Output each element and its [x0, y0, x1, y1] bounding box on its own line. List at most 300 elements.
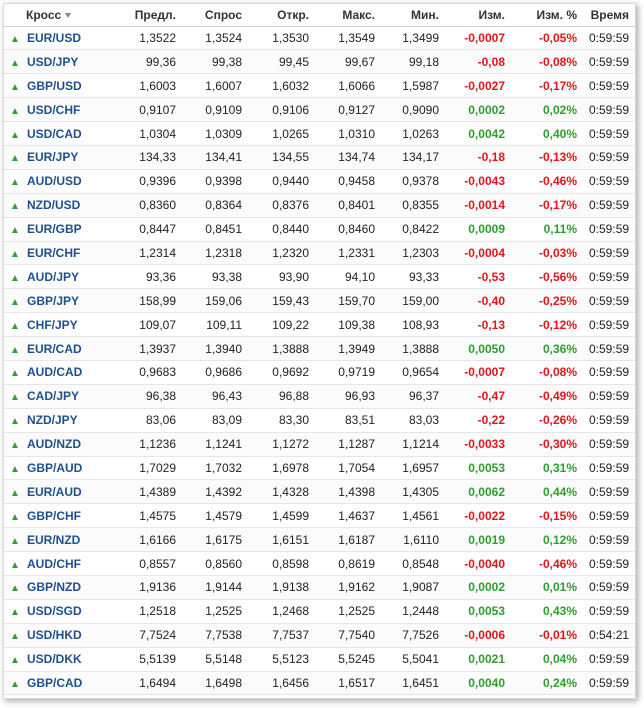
pair-link[interactable]: USD/DKK: [27, 652, 82, 667]
high-cell: 0,8619: [338, 556, 375, 571]
ask-cell: 7,7538: [205, 628, 242, 643]
table-row[interactable]: [4, 504, 635, 528]
high-cell: 1,4398: [338, 484, 375, 499]
change-pct-cell: 0,11%: [543, 222, 577, 237]
table-row[interactable]: [4, 671, 635, 695]
open-cell: 0,8440: [272, 222, 309, 237]
up-arrow-icon: ▲: [10, 535, 20, 547]
cross-rates-table: [4, 4, 635, 695]
change-pct-cell: 0,01%: [542, 580, 577, 595]
table-body: [4, 26, 635, 695]
pair-cell: [4, 528, 102, 552]
change-cell: -0,18: [477, 150, 505, 165]
bid-cell: 1,4575: [139, 508, 176, 523]
pair-link[interactable]: GBP/JPY: [27, 293, 80, 308]
header-high[interactable]: Макс.: [342, 7, 375, 22]
time-cell: 0:59:59: [589, 413, 630, 428]
table-row[interactable]: [4, 74, 635, 98]
change-pct-cell: -0,25%: [538, 293, 577, 308]
pair-link[interactable]: AUD/JPY: [27, 269, 80, 284]
change-pct-cell: -0,30%: [538, 437, 577, 452]
time-cell: 0:59:59: [589, 150, 630, 165]
open-cell: 93,90: [278, 269, 309, 284]
high-cell: 0,9719: [338, 365, 375, 380]
bid-cell: 1,3937: [139, 341, 176, 356]
change-cell: -0,22: [477, 413, 505, 428]
change-pct-cell: 0,40%: [542, 126, 577, 141]
high-cell: 134,74: [338, 150, 375, 165]
pair-cell: [4, 671, 102, 695]
pair-cell: [4, 145, 102, 169]
change-cell: -0,0014: [464, 198, 505, 213]
pair-link[interactable]: EUR/AUD: [27, 484, 82, 499]
open-cell: 1,4328: [272, 484, 309, 499]
high-cell: 1,0310: [338, 126, 375, 141]
high-cell: 96,93: [344, 389, 375, 404]
open-cell: 1,6978: [272, 460, 309, 475]
ask-cell: 1,2525: [205, 604, 242, 619]
change-pct-cell: -0,01%: [538, 628, 577, 643]
pair-cell: [4, 456, 102, 480]
ask-cell: 93,38: [211, 269, 242, 284]
ask-cell: 1,6498: [205, 675, 242, 690]
change-cell: -0,0007: [464, 365, 505, 380]
table-row[interactable]: [4, 337, 635, 361]
bid-cell: 1,7029: [139, 460, 176, 475]
low-cell: 1,4561: [402, 508, 439, 523]
pair-cell: [4, 169, 102, 193]
table-row[interactable]: [4, 432, 635, 456]
ask-cell: 159,06: [205, 293, 242, 308]
pair-link[interactable]: AUD/USD: [27, 174, 82, 189]
high-cell: 159,70: [338, 293, 375, 308]
pair-cell: [4, 552, 102, 576]
table-row[interactable]: [4, 313, 635, 337]
change-cell: 0,0050: [468, 341, 505, 356]
change-pct-cell: 0,04%: [542, 652, 577, 667]
change-cell: -0,0006: [464, 628, 505, 643]
pair-link[interactable]: USD/CAD: [27, 126, 82, 141]
change-cell: -0,47: [477, 389, 505, 404]
pair-cell: [4, 289, 102, 313]
time-cell: 0:59:59: [589, 484, 630, 499]
up-arrow-icon: ▲: [10, 33, 20, 45]
pair-link[interactable]: USD/HKD: [27, 628, 82, 643]
pair-link[interactable]: USD/JPY: [27, 54, 79, 69]
low-cell: 99,18: [408, 54, 439, 69]
pair-link[interactable]: NZD/JPY: [27, 413, 78, 428]
change-cell: -0,0004: [464, 245, 505, 260]
pair-cell: [4, 480, 102, 504]
header-pair[interactable]: [4, 4, 102, 26]
time-cell: 0:59:59: [589, 245, 630, 260]
time-cell: 0:59:59: [589, 341, 630, 356]
ask-cell: 134,41: [205, 150, 242, 165]
time-cell: 0:59:59: [589, 198, 630, 213]
ask-cell: 1,4392: [205, 484, 242, 499]
table-row[interactable]: [4, 289, 635, 313]
open-cell: 99,45: [278, 54, 309, 69]
pair-cell: [4, 432, 102, 456]
header-change-pct[interactable]: Изм. %: [536, 7, 577, 22]
bid-cell: 83,06: [145, 413, 176, 428]
header-ask[interactable]: Спрос: [204, 7, 242, 22]
up-arrow-icon: ▲: [10, 416, 20, 428]
low-cell: 1,3888: [402, 341, 439, 356]
bid-cell: 0,8557: [139, 556, 176, 571]
table-row[interactable]: [4, 528, 635, 552]
table-row[interactable]: [4, 50, 635, 74]
header-low[interactable]: Мин.: [411, 7, 439, 22]
ask-cell: 1,3524: [205, 30, 242, 45]
table-row[interactable]: [4, 122, 635, 146]
ask-cell: 0,9686: [205, 365, 242, 380]
change-cell: 0,0040: [468, 675, 505, 690]
header-bid[interactable]: Предл.: [134, 7, 176, 22]
pair-link[interactable]: CAD/JPY: [27, 389, 80, 404]
change-cell: -0,0022: [464, 508, 505, 523]
open-cell: 0,9440: [272, 174, 309, 189]
pair-cell: [4, 647, 102, 671]
change-cell: 0,0019: [468, 532, 505, 547]
time-cell: 0:59:59: [589, 580, 630, 595]
table-row[interactable]: [4, 169, 635, 193]
up-arrow-icon: ▲: [10, 248, 20, 260]
low-cell: 1,4305: [402, 484, 439, 499]
low-cell: 1,5987: [402, 78, 439, 93]
header-open[interactable]: Откр.: [277, 7, 309, 22]
ask-cell: 1,9144: [205, 580, 242, 595]
change-cell: -0,0027: [464, 78, 505, 93]
bid-cell: 1,4389: [139, 484, 176, 499]
pair-cell: [4, 384, 102, 408]
change-cell: -0,0043: [464, 174, 505, 189]
up-arrow-icon: ▲: [10, 201, 20, 213]
bid-cell: 0,8447: [139, 222, 176, 237]
low-cell: 1,6110: [403, 532, 439, 547]
pair-link[interactable]: GBP/CAD: [27, 675, 83, 690]
high-cell: 1,2331: [338, 245, 375, 260]
time-cell: 0:59:59: [589, 532, 630, 547]
table-row[interactable]: [4, 265, 635, 289]
time-cell: 0:54:21: [589, 628, 630, 643]
change-pct-cell: -0,08%: [538, 365, 577, 380]
open-cell: 134,55: [272, 150, 309, 165]
pair-link[interactable]: EUR/GBP: [27, 222, 82, 237]
change-cell: -0,53: [477, 269, 505, 284]
low-cell: 0,9090: [402, 102, 439, 117]
ask-cell: 0,9398: [205, 174, 242, 189]
open-cell: 0,9692: [272, 365, 309, 380]
pair-link[interactable]: USD/CHF: [27, 102, 81, 117]
bid-cell: 1,2518: [139, 604, 176, 619]
bid-cell: 1,6166: [139, 532, 176, 547]
change-cell: -0,0033: [464, 437, 505, 452]
pair-cell: [4, 575, 102, 599]
pair-link[interactable]: GBP/AUD: [27, 460, 83, 475]
high-cell: 1,2525: [338, 604, 375, 619]
up-arrow-icon: ▲: [10, 631, 20, 643]
low-cell: 0,8548: [402, 556, 439, 571]
up-arrow-icon: ▲: [10, 225, 20, 237]
table-row[interactable]: [4, 599, 635, 623]
pair-link[interactable]: GBP/NZD: [27, 580, 81, 595]
change-cell: 0,0062: [468, 484, 505, 499]
ask-cell: 5,5148: [205, 652, 242, 667]
ask-cell: 99,38: [211, 54, 242, 69]
up-arrow-icon: ▲: [10, 368, 20, 380]
table-row[interactable]: [4, 241, 635, 265]
open-cell: 0,8598: [272, 556, 309, 571]
low-cell: 5,5041: [402, 652, 439, 667]
time-cell: 0:59:59: [589, 675, 630, 690]
change-cell: -0,40: [477, 293, 505, 308]
up-arrow-icon: ▲: [10, 296, 20, 308]
low-cell: 0,8422: [402, 222, 439, 237]
pair-cell: [4, 265, 102, 289]
low-cell: 159,00: [402, 293, 439, 308]
low-cell: 134,17: [402, 150, 439, 165]
change-cell: 0,0021: [468, 652, 505, 667]
bid-cell: 1,6003: [139, 78, 176, 93]
time-cell: 0:59:59: [589, 556, 630, 571]
bid-cell: 1,9136: [139, 580, 176, 595]
pair-link[interactable]: GBP/CHF: [27, 508, 81, 523]
table-row[interactable]: [4, 408, 635, 432]
bid-cell: 0,9107: [139, 102, 176, 117]
pair-cell: [4, 98, 102, 122]
table-row[interactable]: [4, 552, 635, 576]
up-arrow-icon: ▲: [10, 153, 20, 165]
high-cell: 5,5245: [338, 652, 375, 667]
table-row[interactable]: [4, 145, 635, 169]
pair-link[interactable]: USD/SGD: [27, 604, 82, 619]
low-cell: 0,9654: [402, 365, 439, 380]
open-cell: 159,43: [272, 293, 309, 308]
change-cell: 0,0042: [468, 126, 505, 141]
pair-cell: [4, 74, 102, 98]
time-cell: 0:59:59: [589, 293, 630, 308]
pair-link[interactable]: AUD/NZD: [27, 437, 81, 452]
bid-cell: 0,8360: [139, 198, 176, 213]
open-cell: 1,3888: [272, 341, 309, 356]
pair-link[interactable]: EUR/USD: [27, 30, 82, 45]
low-cell: 1,0263: [402, 126, 439, 141]
up-arrow-icon: ▲: [10, 487, 20, 499]
change-pct-cell: 0,43%: [542, 604, 577, 619]
change-pct-cell: -0,12%: [538, 317, 577, 332]
bid-cell: 99,36: [145, 54, 176, 69]
time-cell: 0:59:59: [589, 269, 630, 284]
open-cell: 1,0265: [272, 126, 309, 141]
table-row[interactable]: [4, 26, 635, 50]
pair-cell: [4, 26, 102, 50]
time-cell: 0:59:59: [589, 317, 630, 332]
pair-link[interactable]: EUR/JPY: [27, 150, 79, 165]
open-cell: 1,2320: [272, 245, 309, 260]
up-arrow-icon: ▲: [10, 272, 20, 284]
bid-cell: 1,2314: [139, 245, 176, 260]
change-pct-cell: -0,17%: [538, 78, 577, 93]
pair-link[interactable]: EUR/CAD: [27, 341, 82, 356]
ask-cell: 96,43: [211, 389, 242, 404]
pair-cell: [4, 313, 102, 337]
pair-cell: [4, 193, 102, 217]
change-pct-cell: -0,46%: [538, 174, 577, 189]
low-cell: 0,8355: [402, 198, 439, 213]
low-cell: 1,6957: [402, 460, 439, 475]
ask-cell: 0,9109: [205, 102, 242, 117]
ask-cell: 1,0309: [205, 126, 242, 141]
change-cell: -0,13: [477, 317, 505, 332]
up-arrow-icon: ▲: [10, 105, 20, 117]
time-cell: 0:59:59: [589, 389, 630, 404]
change-pct-cell: -0,03%: [538, 245, 577, 260]
open-cell: 109,22: [272, 317, 309, 332]
pair-cell: [4, 241, 102, 265]
time-cell: 0:59:59: [589, 174, 630, 189]
table-row[interactable]: [4, 456, 635, 480]
low-cell: 93,33: [408, 269, 439, 284]
low-cell: 1,3499: [402, 30, 439, 45]
table-row[interactable]: [4, 193, 635, 217]
bid-cell: 1,3522: [139, 30, 176, 45]
up-arrow-icon: ▲: [10, 463, 20, 475]
high-cell: 0,8401: [338, 198, 375, 213]
change-cell: -0,0007: [464, 30, 505, 45]
open-cell: 1,6151: [272, 532, 309, 547]
header-time[interactable]: Время: [590, 7, 629, 22]
change-cell: 0,0002: [468, 580, 505, 595]
open-cell: 1,3530: [272, 30, 309, 45]
time-cell: 0:59:59: [589, 102, 630, 117]
high-cell: 7,7540: [338, 628, 375, 643]
up-arrow-icon: ▲: [10, 559, 20, 571]
time-cell: 0:59:59: [589, 126, 630, 141]
change-pct-cell: 0,24%: [542, 675, 577, 690]
up-arrow-icon: ▲: [10, 344, 20, 356]
open-cell: 1,6032: [272, 78, 309, 93]
pair-link[interactable]: AUD/CAD: [27, 365, 83, 380]
ask-cell: 0,8451: [205, 222, 242, 237]
change-cell: 0,0053: [468, 604, 505, 619]
high-cell: 1,6517: [338, 675, 375, 690]
low-cell: 1,2303: [402, 245, 439, 260]
pair-link[interactable]: CHF/JPY: [27, 317, 78, 332]
bid-cell: 0,9683: [139, 365, 176, 380]
pair-cell: [4, 122, 102, 146]
change-pct-cell: -0,05%: [538, 30, 577, 45]
time-cell: 0:59:59: [589, 78, 630, 93]
change-cell: -0,08: [477, 54, 505, 69]
table-row[interactable]: [4, 647, 635, 671]
bid-cell: 96,38: [145, 389, 176, 404]
bid-cell: 109,07: [139, 317, 176, 332]
table-row[interactable]: [4, 480, 635, 504]
open-cell: 5,5123: [272, 652, 309, 667]
pair-cell: [4, 217, 102, 241]
forex-cross-rates-widget: [3, 3, 636, 699]
change-pct-cell: 0,44%: [542, 484, 577, 499]
up-arrow-icon: ▲: [10, 655, 20, 667]
open-cell: 0,8376: [272, 198, 309, 213]
up-arrow-icon: ▲: [10, 607, 20, 619]
ask-cell: 0,8560: [205, 556, 242, 571]
ask-cell: 1,7032: [205, 460, 242, 475]
high-cell: 0,9458: [338, 174, 375, 189]
pair-cell: [4, 360, 102, 384]
up-arrow-icon: ▲: [10, 177, 20, 189]
table-row[interactable]: [4, 623, 635, 647]
table-row[interactable]: [4, 360, 635, 384]
table-row[interactable]: [4, 217, 635, 241]
open-cell: 1,1272: [272, 437, 309, 452]
pair-link[interactable]: GBP/USD: [27, 78, 82, 93]
pair-link[interactable]: AUD/CHF: [27, 556, 81, 571]
table-row[interactable]: [4, 384, 635, 408]
pair-link[interactable]: EUR/NZD: [27, 532, 81, 547]
ask-cell: 1,1241: [205, 437, 242, 452]
change-pct-cell: 0,31%: [542, 460, 577, 475]
change-cell: -0,0040: [464, 556, 505, 571]
time-cell: 0:59:59: [589, 652, 630, 667]
change-pct-cell: -0,15%: [538, 508, 577, 523]
pair-cell: [4, 50, 102, 74]
header-change[interactable]: Изм.: [478, 7, 505, 22]
table-row[interactable]: [4, 98, 635, 122]
pair-cell: [4, 623, 102, 647]
bid-cell: 5,5139: [139, 652, 176, 667]
up-arrow-icon: ▲: [10, 440, 20, 452]
bid-cell: 0,9396: [139, 174, 176, 189]
ask-cell: 1,3940: [205, 341, 242, 356]
open-cell: 1,2468: [272, 604, 309, 619]
pair-link[interactable]: NZD/USD: [27, 198, 81, 213]
high-cell: 83,51: [344, 413, 375, 428]
high-cell: 0,9127: [338, 102, 375, 117]
low-cell: 0,9378: [402, 174, 439, 189]
high-cell: 109,38: [338, 317, 375, 332]
pair-link[interactable]: EUR/CHF: [27, 245, 81, 260]
ask-cell: 1,4579: [205, 508, 242, 523]
table-header-row: [4, 4, 635, 26]
table-row[interactable]: [4, 575, 635, 599]
up-arrow-icon: ▲: [10, 81, 20, 93]
change-pct-cell: 0,02%: [542, 102, 577, 117]
bid-cell: 134,33: [139, 150, 176, 165]
change-cell: 0,0002: [468, 102, 505, 117]
low-cell: 7,7526: [402, 628, 439, 643]
bid-cell: 1,6494: [139, 675, 176, 690]
change-pct-cell: -0,56%: [538, 269, 577, 284]
time-cell: 0:59:59: [589, 222, 630, 237]
high-cell: 1,1287: [338, 437, 375, 452]
open-cell: 1,9138: [272, 580, 309, 595]
up-arrow-icon: ▲: [10, 678, 20, 690]
up-arrow-icon: ▲: [10, 320, 20, 332]
up-arrow-icon: ▲: [10, 57, 20, 69]
ask-cell: 109,11: [206, 317, 242, 332]
change-pct-cell: -0,49%: [538, 389, 577, 404]
sort-desc-icon: [65, 13, 71, 18]
high-cell: 1,6066: [338, 78, 375, 93]
open-cell: 1,4599: [272, 508, 309, 523]
time-cell: 0:59:59: [589, 54, 630, 69]
change-pct-cell: -0,08%: [538, 54, 577, 69]
change-pct-cell: 0,36%: [542, 341, 577, 356]
up-arrow-icon: ▲: [10, 583, 20, 595]
high-cell: 94,10: [344, 269, 375, 284]
